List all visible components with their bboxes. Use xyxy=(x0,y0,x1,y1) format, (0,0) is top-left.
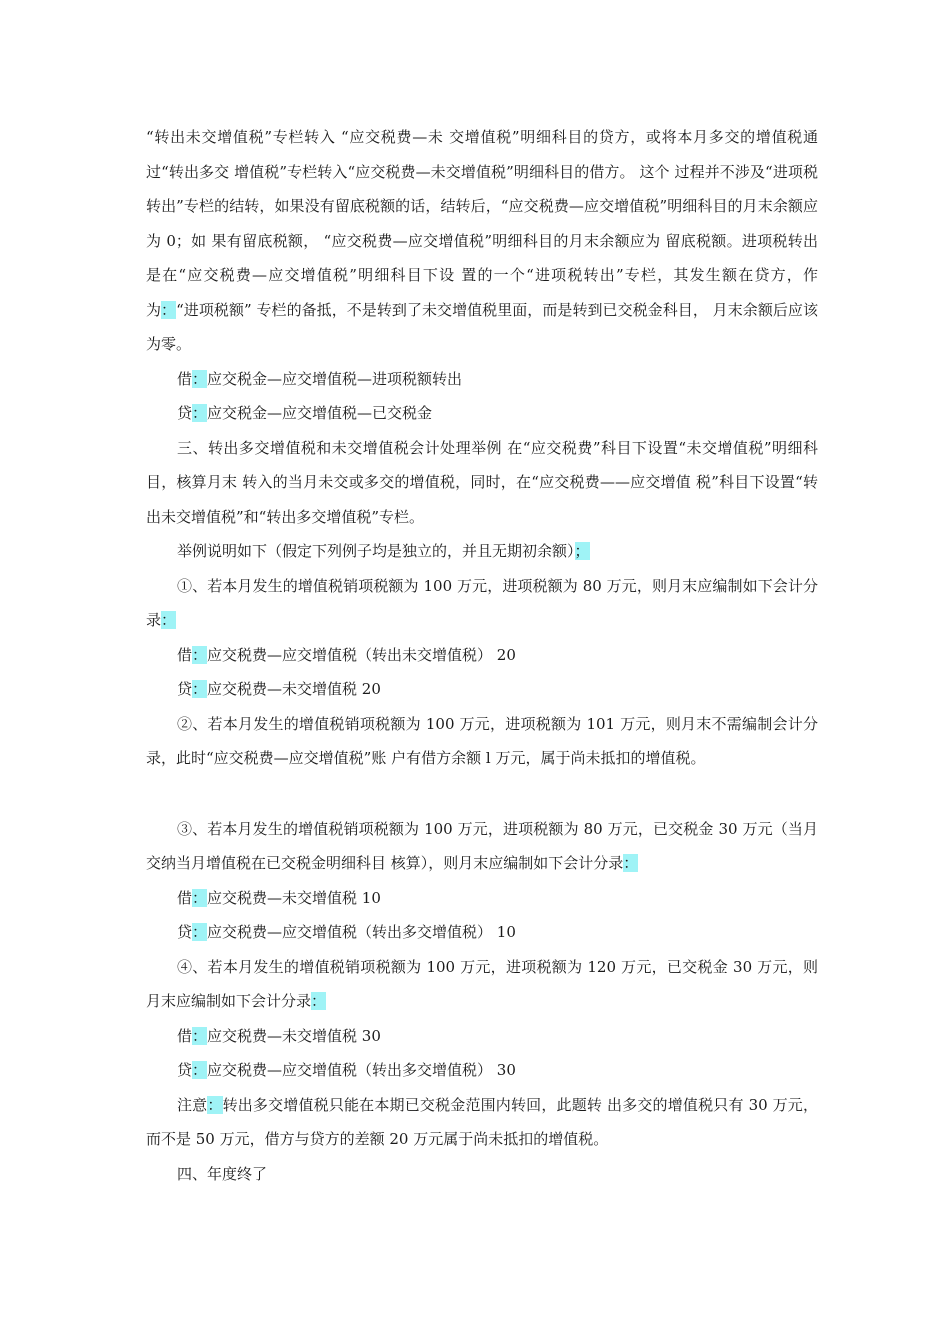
section-three-heading: 三、转出多交增值税和未交增值税会计处理举例 在“应交税费”科目下设置“未交增值税”明细科目，核算月末 转入的当月未交或多交的增值税，同时，在“应交税费——应交增值 税”科目下设置“转出未交增值税”和“转出多交增值税”专栏。 xyxy=(146,438,818,526)
highlight-mark: ： xyxy=(192,404,208,422)
highlight-mark: ： xyxy=(192,645,208,664)
example-1-debit: 借：应交税费—应交增值税（转出未交增值税） 20 xyxy=(177,645,516,664)
example-4-debit: 借：应交税费—未交增值税 30 xyxy=(177,1026,381,1045)
highlight-mark: ： xyxy=(311,992,327,1010)
entry-credit-1: 贷：应交税金—应交增值税—已交税金 xyxy=(177,404,433,422)
body-text xyxy=(146,120,818,1191)
highlight-mark: ： xyxy=(207,1095,223,1114)
paragraph-1: “转出未交增值税”专栏转入 “应交税费—未 交增值税”明细科目的贷方，或将本月多交的增值税通过“转出多交 增值税”专栏转入“应交税费—未交增值税”明细科目的借方。 这个 过程并不涉及“进项税转出”专栏的结转，如果没有留底税额的话，结转后，“应交税费—应交增值税”明细科目的月末余额应为 0；如 果有留底税额， “应交税费—应交增值税”明细科目的月末余额应为 留底税额。进项税转出是在“应交税费—应交增值税”明细科目下设 置的一个“进项税转出”专栏，其发生额在贷方，作为：“进项税额” 专栏的备抵，不是转到了未交增值税里面，而是转到已交税金科目， 月末余额后应该为零。 xyxy=(146,128,818,353)
entry-debit-1: 借：应交税金—应交增值税—进项税额转出 xyxy=(177,369,463,388)
highlight-mark: ： xyxy=(192,923,208,941)
highlight-mark: ： xyxy=(161,300,177,319)
example-3: ③、若本月发生的增值税销项税额为 100 万元，进项税额为 80 万元，已交税金 30 万元（当月交纳当月增值税在已交税金明细科目 核算），则月末应编制如下会计分录： xyxy=(146,819,818,872)
example-4: ④、若本月发生的增值税销项税额为 100 万元，进项税额为 120 万元，已交税金 30 万元，则月末应编制如下会计分录： xyxy=(146,957,818,1010)
blank-line xyxy=(146,776,818,812)
highlight-mark: ： xyxy=(161,611,177,629)
highlight-mark: ： xyxy=(623,854,639,872)
example-intro: 举例说明如下（假定下列例子均是独立的，并且无期初余额）； xyxy=(177,542,590,560)
highlight-mark: ： xyxy=(192,680,208,698)
example-1-credit: 贷：应交税费—未交增值税 20 xyxy=(177,680,381,698)
example-4-credit: 贷：应交税费—应交增值税（转出多交增值税） 30 xyxy=(177,1061,516,1079)
example-3-credit: 贷：应交税费—应交增值税（转出多交增值税） 10 xyxy=(177,923,516,941)
highlight-mark: ： xyxy=(192,1061,208,1079)
highlight-mark: ； xyxy=(574,542,590,560)
highlight-mark: ： xyxy=(192,369,208,388)
example-2: ②、若本月发生的增值税销项税额为 100 万元，进项税额为 101 万元，则月末不需编制会计分录，此时“应交税费—应交增值税”账 户有借方余额 l 万元，属于尚未抵扣的增值税。 xyxy=(146,714,818,767)
example-3-debit: 借：应交税费—未交增值税 10 xyxy=(177,888,381,907)
highlight-mark: ： xyxy=(192,888,208,907)
highlight-mark: ： xyxy=(192,1026,208,1045)
note-paragraph: 注意：转出多交增值税只能在本期已交税金范围内转回，此题转 出多交的增值税只有 30 万元，而不是 50 万元，借方与贷方的差额 20 万元属于尚未抵扣的增值税。 xyxy=(146,1095,818,1148)
example-1: ①、若本月发生的增值税销项税额为 100 万元，进项税额为 80 万元，则月末应编制如下会计分录： xyxy=(146,576,818,629)
section-four-heading: 四、年度终了 xyxy=(177,1164,268,1183)
